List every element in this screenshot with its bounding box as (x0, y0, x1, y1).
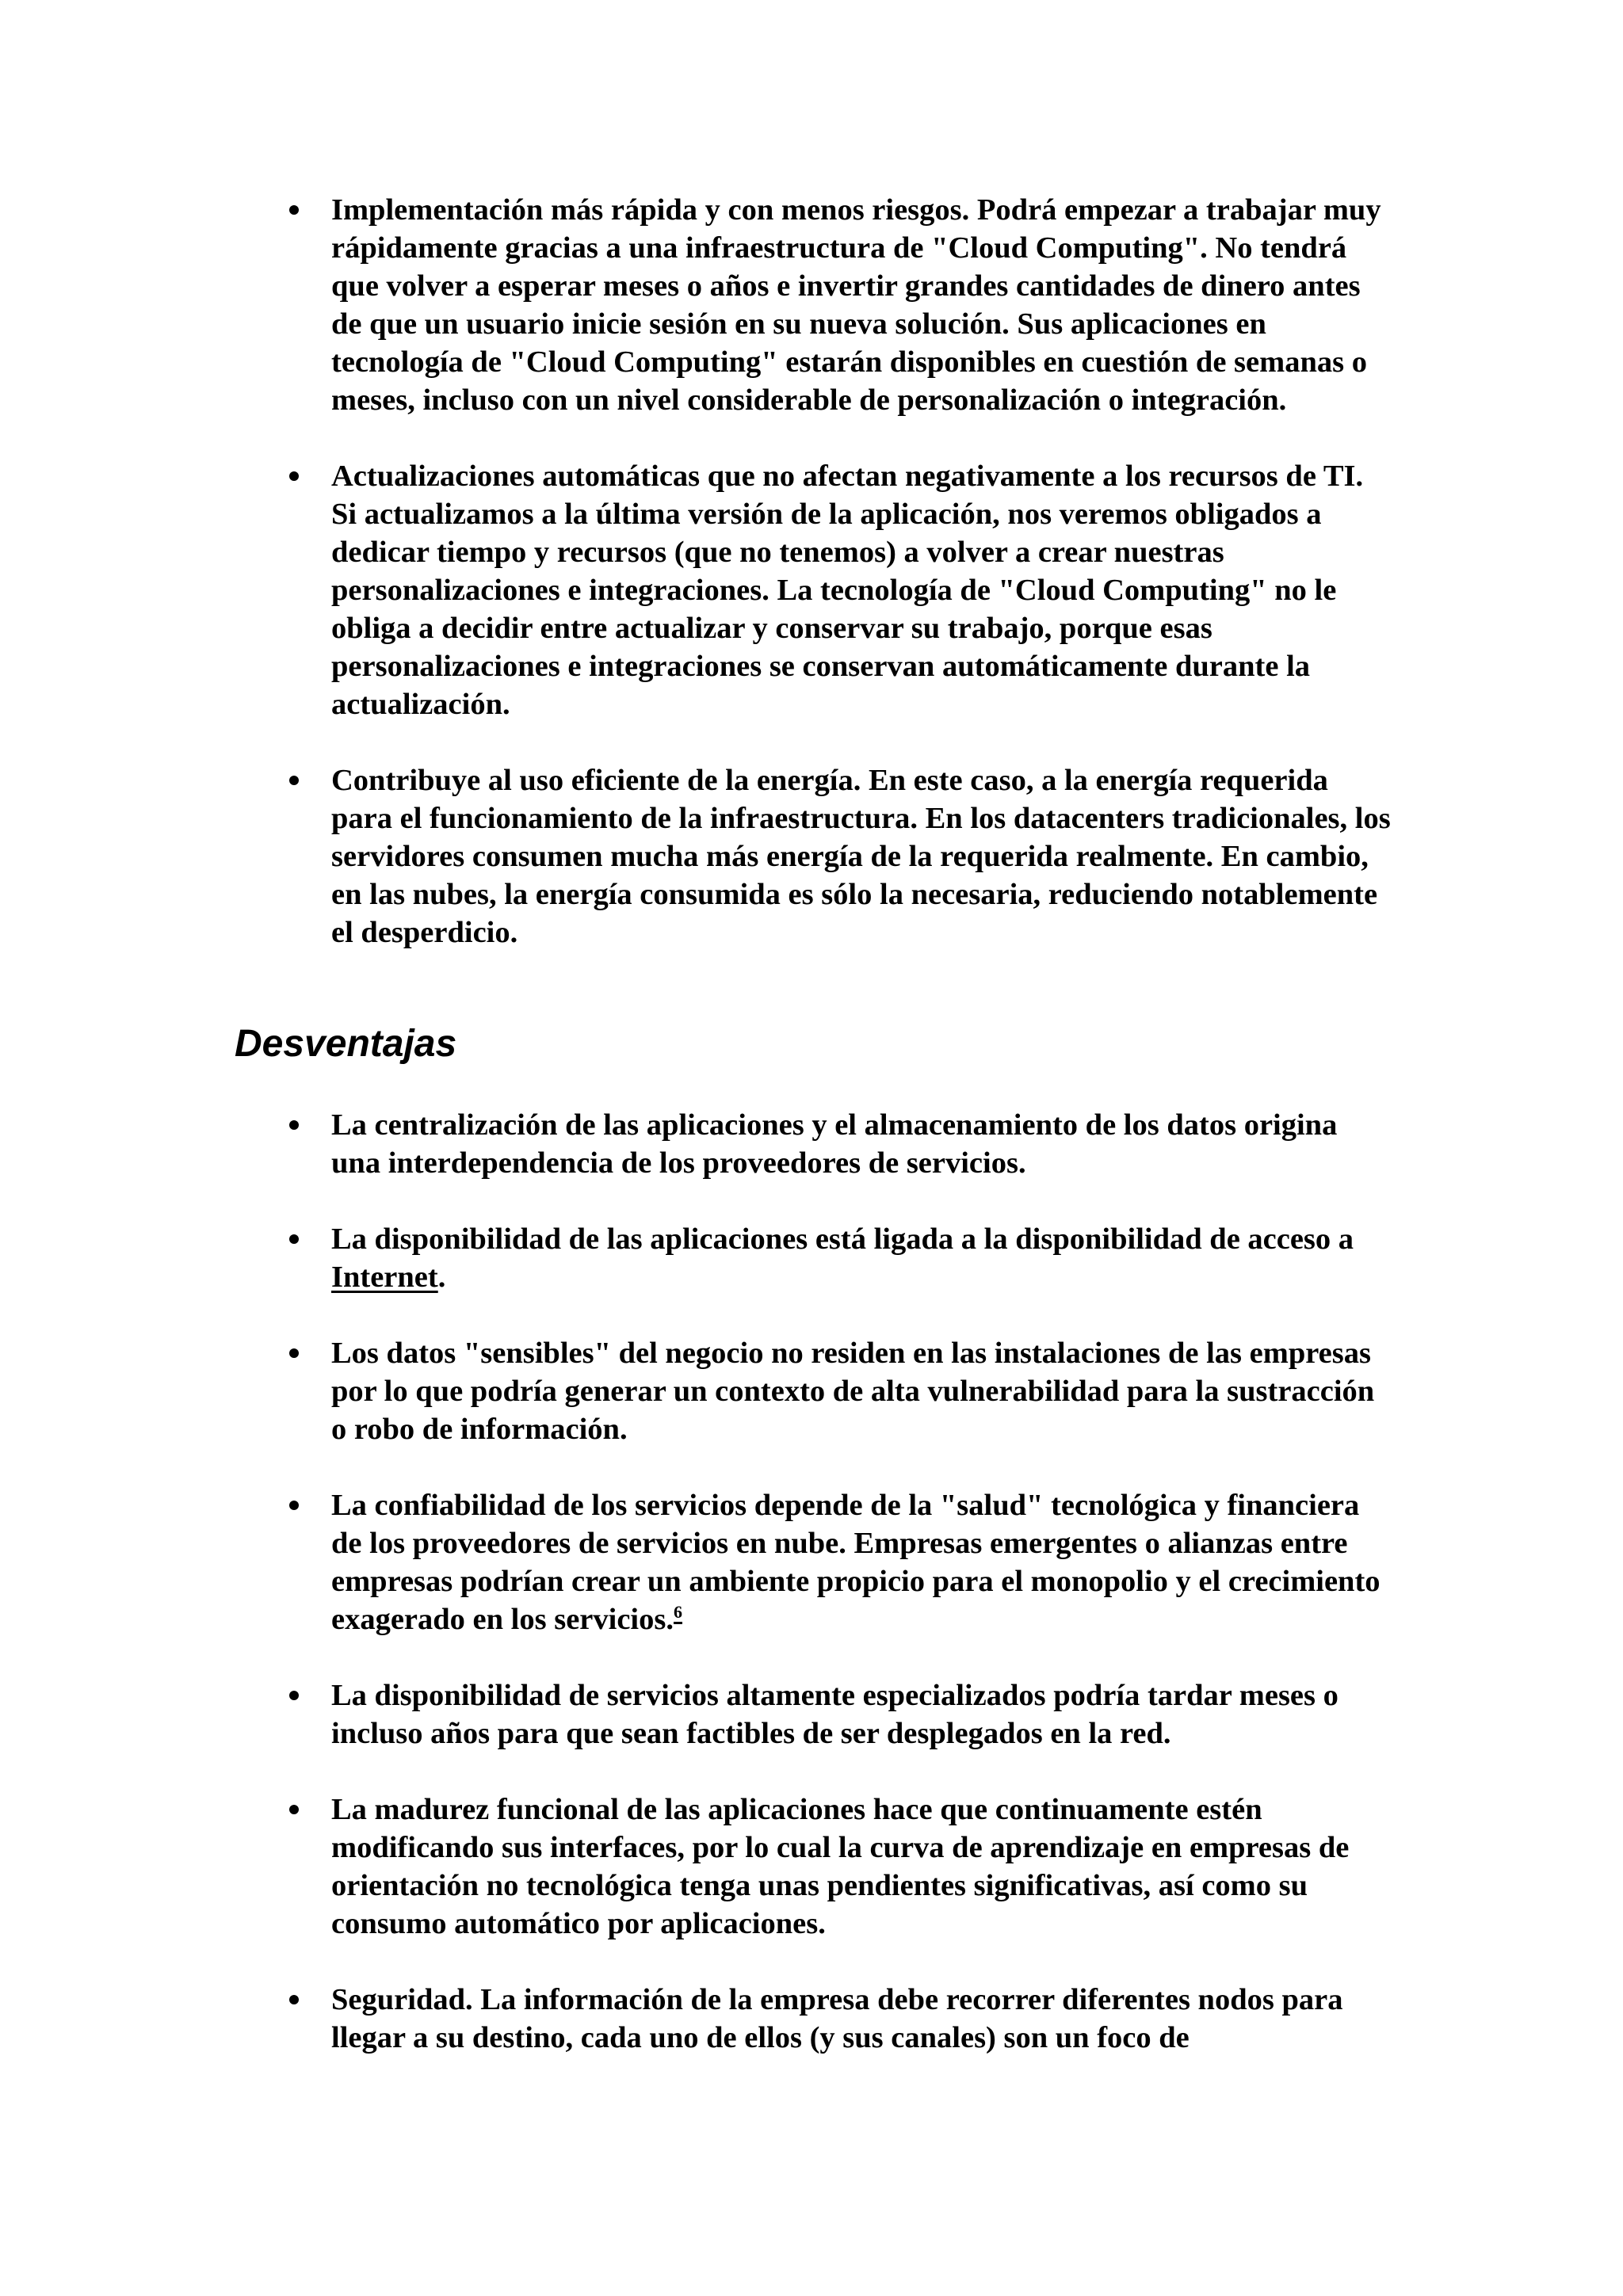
list-item-text-before-link: La disponibilidad de las aplicaciones está ligada a la disponibilidad de acceso a (331, 1222, 1354, 1256)
bullet-icon (289, 1691, 299, 1700)
list-item-text: La centralización de las aplicaciones y el almacenamiento de los datos origina una interdependencia de los proveedores de servicios. (331, 1108, 1338, 1180)
list-item (0, 1334, 1392, 1448)
bullet-icon (289, 776, 299, 785)
list-item (0, 457, 1392, 723)
desventajas-list (0, 1106, 1623, 2095)
bullet-icon (289, 1120, 299, 1130)
list-item-text-after-link: . (437, 1261, 446, 1294)
ventajas-list (0, 191, 1623, 990)
list-item-text: La madurez funcional de las aplicaciones hace que continuamente estén modificando sus interfaces, por lo cual la curva de aprendizaje en empresas de orientación no tecnológica tenga unas pendientes significativas, así como su consumo automático por aplicaciones. (331, 1793, 1350, 1940)
bullet-icon (289, 471, 299, 481)
list-item (0, 191, 1392, 419)
list-item-text (331, 1222, 1354, 1294)
bullet-icon (289, 1501, 299, 1510)
list-item-text: Los datos "sensibles" del negocio no residen en las instalaciones de las empresas por lo que podría generar un contexto de alta vulnerabilidad para la sustracción o robo de información. (331, 1337, 1375, 1446)
bullet-icon (289, 205, 299, 215)
section-heading-desventajas: Desventajas (235, 1023, 457, 1065)
list-item (0, 761, 1392, 952)
list-item (0, 1791, 1392, 1943)
bullet-icon (289, 1995, 299, 2004)
list-item-text: La disponibilidad de servicios altamente especializados podría tardar meses o incluso años para que sean factibles de ser desplegados en la red. (331, 1679, 1338, 1750)
footnote-link[interactable]: 6 (673, 1602, 682, 1623)
list-item (0, 1106, 1392, 1182)
list-item (0, 1486, 1392, 1638)
bullet-icon (289, 1348, 299, 1358)
list-item-text-main: La confiabilidad de los servicios depende de la "salud" tecnológica y financiera de los proveedores de servicios en nube. Empresas emergentes o alianzas entre empresas podrían crear un ambiente propicio para el monopolio y el crecimiento exagerado en los servicios. (331, 1489, 1381, 1636)
list-item-text: Implementación más rápida y con menos riesgos. Podrá empezar a trabajar muy rápidamente gracias a una infraestructura de "Cloud Computing". No tendrá que volver a esperar meses o años e invertir grandes cantidades de dinero antes de que un usuario inicie sesión en su nueva solución. Sus aplicaciones en tecnología de "Cloud Computing" estarán disponibles en cuestión de semanas o meses, incluso con un nivel considerable de personalización o integración. (331, 193, 1381, 417)
bullet-icon (289, 1234, 299, 1244)
list-item-text (331, 1489, 1381, 1636)
list-item (0, 1981, 1392, 2057)
list-item (0, 1676, 1392, 1753)
list-item-text: Actualizaciones automáticas que no afectan negativamente a los recursos de TI. Si actualizamos a la última versión de la aplicación, nos veremos obligados a dedicar tiempo y recursos (que no tenemos) a volver a crear nuestras personalizaciones e integraciones. La tecnología de "Cloud Computing" no le obliga a decidir entre actualizar y conservar su trabajo, porque esas personalizaciones e integraciones se conservan automáticamente durante la actualización. (331, 460, 1364, 721)
bullet-icon (289, 1805, 299, 1814)
list-item-text: Contribuye al uso eficiente de la energía. En este caso, a la energía requerida para el funcionamiento de la infraestructura. En los datacenters tradicionales, los servidores consumen mucha más energía de la requerida realmente. En cambio, en las nubes, la energía consumida es sólo la necesaria, reduciendo notablemente el desperdicio. (331, 764, 1391, 949)
list-item (0, 1220, 1392, 1296)
list-item-text: Seguridad. La información de la empresa debe recorrer diferentes nodos para llegar a su destino, cada uno de ellos (y sus canales) son un foco de (331, 1983, 1343, 2054)
internet-link[interactable]: Internet (331, 1261, 438, 1294)
